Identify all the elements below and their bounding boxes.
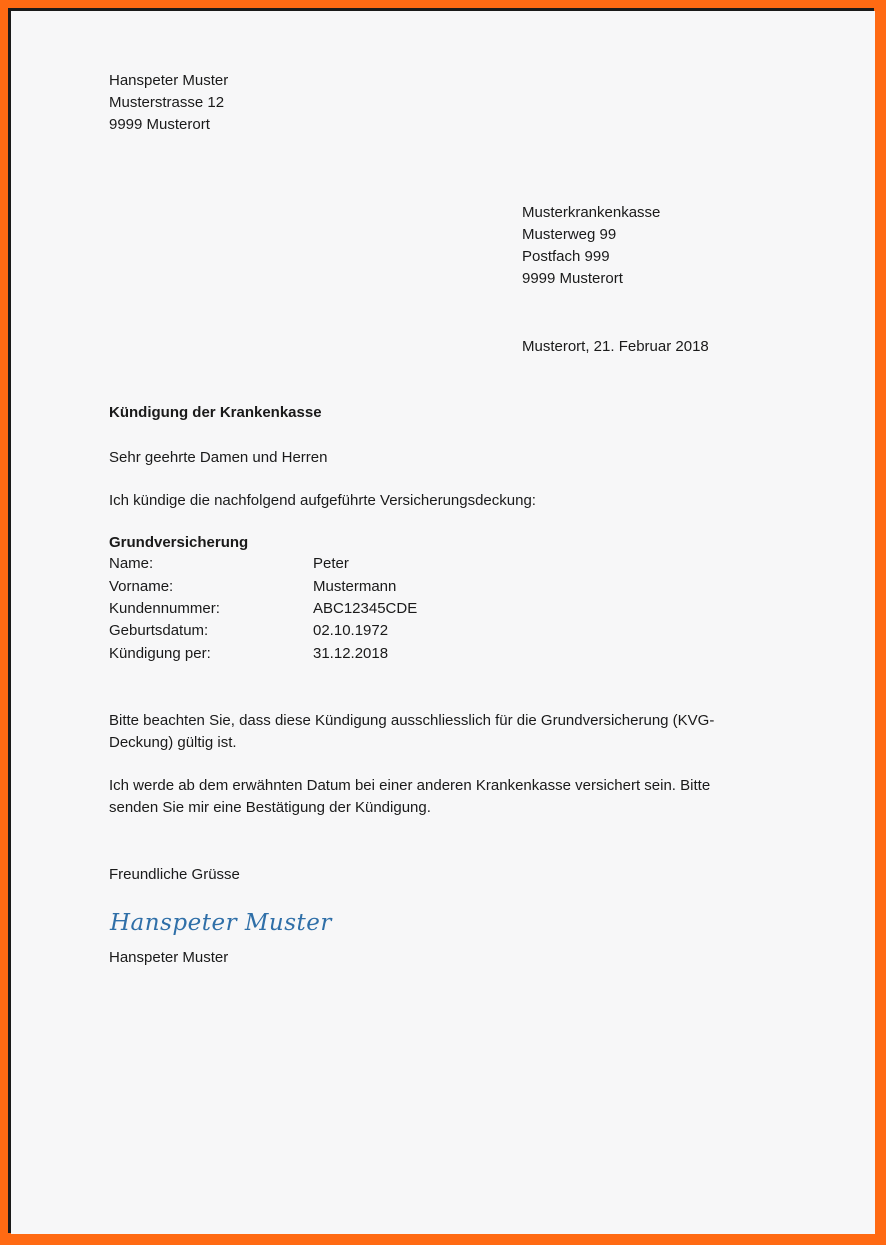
detail-value-geburtsdatum: 02.10.1972 <box>313 622 389 639</box>
intro-text: Ich kündige die nachfolgend aufgeführte Versicherungsdeckung: <box>109 492 536 509</box>
signer-name: Hanspeter Muster <box>109 949 229 966</box>
section-title: Grundversicherung <box>109 534 249 551</box>
detail-value-name: Peter <box>313 555 349 572</box>
recipient-name: Musterkrankenkasse <box>522 204 661 221</box>
sender-name: Hanspeter Muster <box>109 72 229 89</box>
detail-label-kundennummer: Kundennummer: <box>109 600 220 617</box>
paragraph-2-line-1: Ich werde ab dem erwähnten Datum bei einer anderen Krankenkasse versichert sein. Bitte <box>109 777 711 794</box>
detail-label-name: Name: <box>109 555 154 572</box>
paragraph-1-line-1: Bitte beachten Sie, dass diese Kündigung ausschliesslich für die Grundversicherung (KVG- <box>109 712 715 729</box>
recipient-city: 9999 Musterort <box>522 270 623 287</box>
detail-value-kundennummer: ABC12345CDE <box>313 600 418 617</box>
paragraph-2-line-2: senden Sie mir eine Bestätigung der Kündigung. <box>109 799 431 816</box>
sender-street: Musterstrasse 12 <box>109 94 225 111</box>
closing: Freundliche Grüsse <box>109 866 240 883</box>
detail-label-kuendigung: Kündigung per: <box>109 645 211 662</box>
detail-label-geburtsdatum: Geburtsdatum: <box>109 622 209 639</box>
detail-label-vorname: Vorname: <box>109 578 174 595</box>
handwritten-signature: Hanspeter Muster <box>110 910 332 936</box>
salutation: Sehr geehrte Damen und Herren <box>109 449 328 466</box>
letter-subject: Kündigung der Krankenkasse <box>109 404 322 421</box>
detail-value-vorname: Mustermann <box>313 578 397 595</box>
recipient-street: Musterweg 99 <box>522 226 617 243</box>
place-date: Musterort, 21. Februar 2018 <box>522 338 709 355</box>
sender-city: 9999 Musterort <box>109 116 210 133</box>
paragraph-1-line-2: Deckung) gültig ist. <box>109 734 237 751</box>
recipient-pobox: Postfach 999 <box>522 248 610 265</box>
detail-value-kuendigung: 31.12.2018 <box>313 645 389 662</box>
